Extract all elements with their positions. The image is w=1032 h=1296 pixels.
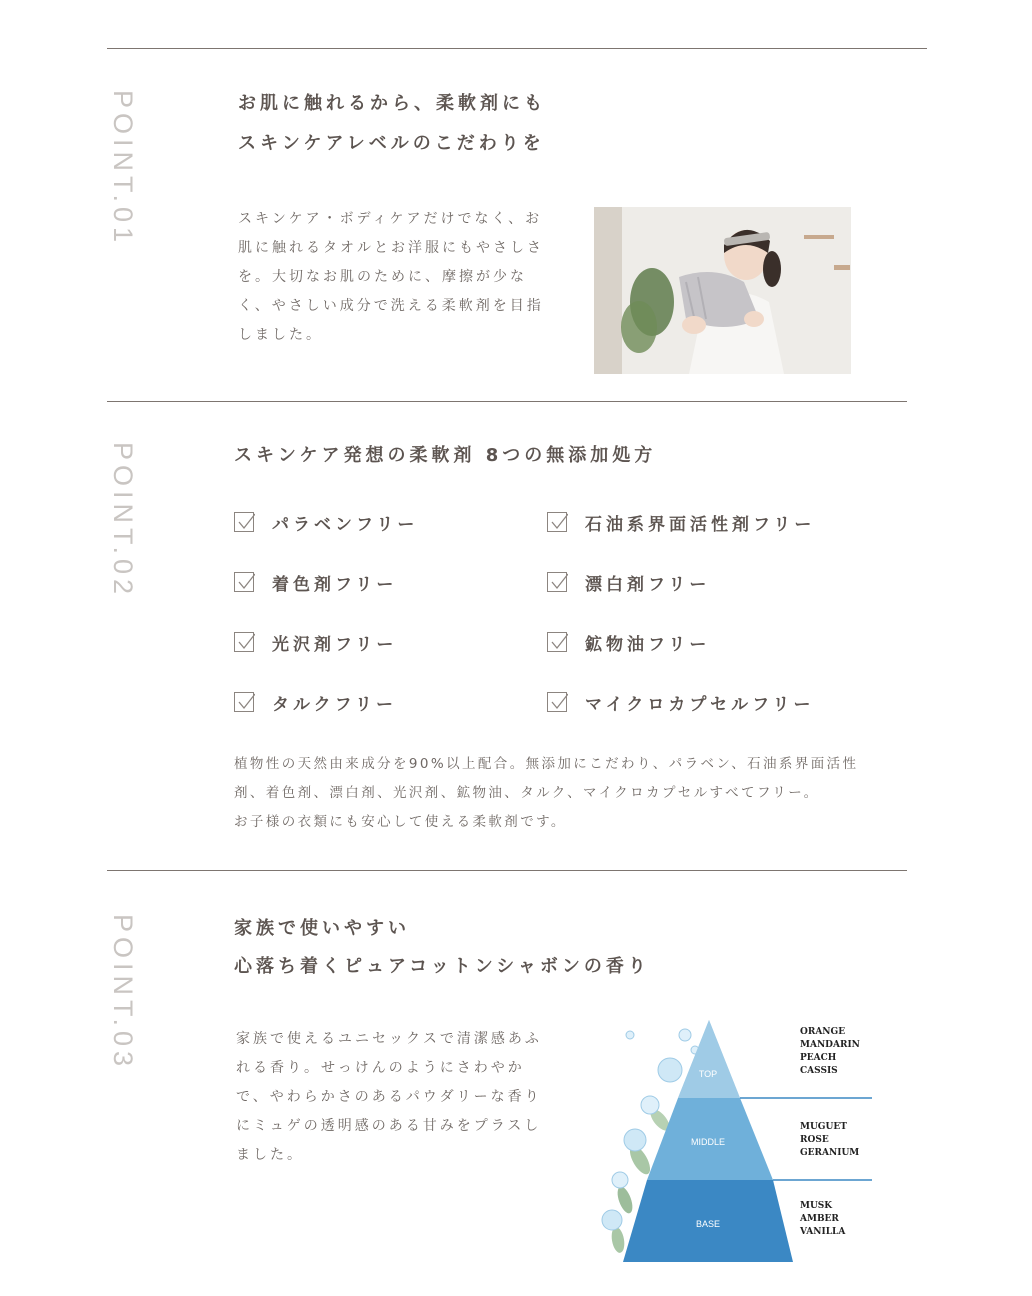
- point-02-body: 植物性の天然由来成分を90%以上配合。無添加にこだわり、パラベン、石油系界面活性 剤、着色剤、漂白剤、光沢剤、鉱物油、タルク、マイクロカプセルすべてフリー。 お子様の衣類にも安心して使える柔軟剤です。: [234, 756, 859, 830]
- divider-point3: [107, 870, 907, 871]
- checkbox-icon: [234, 632, 254, 652]
- check-item-petroleum-surfactant: 石油系界面活性剤フリー: [547, 510, 815, 534]
- check-item-talc: タルクフリー: [234, 690, 397, 714]
- point-01-body: スキンケア・ボディケアだけでなく、お 肌に触れるタオルとお洋服にもやさしさ を。大切なお肌のために、摩擦が少な く、やさしい成分で洗える柔軟剤を目指 しました。: [238, 211, 544, 343]
- point-01-heading-line2: スキンケアレベルのこだわりを: [238, 133, 545, 154]
- checkbox-icon: [547, 572, 567, 592]
- note-muguet: MUGUET: [800, 1122, 847, 1132]
- point-03-label: POINT.03: [108, 914, 138, 1072]
- check-item-brightener: 光沢剤フリー: [234, 630, 397, 654]
- note-peach: PEACH: [800, 1053, 837, 1063]
- fragrance-pyramid: [590, 1010, 890, 1266]
- note-rose: ROSE: [800, 1135, 829, 1145]
- towel-photo-illustration: [594, 207, 851, 374]
- pyramid-label-middle: MIDDLE: [690, 1137, 726, 1147]
- note-musk: MUSK: [800, 1201, 833, 1211]
- note-cassis: CASSIS: [800, 1066, 838, 1076]
- divider-point2: [107, 401, 907, 402]
- pyramid-label-top: TOP: [698, 1069, 718, 1079]
- point-01-heading: [238, 84, 546, 164]
- point-03-heading-line1: 家族で使いやすい: [234, 918, 410, 939]
- checkbox-icon: [547, 512, 567, 532]
- checkbox-icon: [547, 632, 567, 652]
- point-01-heading-line1: お肌に触れるから、柔軟剤にも: [238, 93, 546, 114]
- check-item-microcapsule: マイクロカプセルフリー: [547, 690, 814, 714]
- towel-photo: [594, 207, 851, 374]
- pyramid-label-base: BASE: [695, 1219, 721, 1229]
- point-02-heading: スキンケア発想の柔軟剤 8つの無添加処方: [234, 445, 657, 466]
- point-01-label: POINT.01: [108, 90, 138, 248]
- point-03-heading: [234, 910, 650, 986]
- check-item-mineral-oil: 鉱物油フリー: [547, 630, 710, 654]
- note-orange: ORANGE: [800, 1027, 846, 1037]
- point-03-heading-line2: 心落ち着くピュアコットンシャボンの香り: [234, 956, 650, 977]
- check-item-paraben: パラベンフリー: [234, 510, 418, 534]
- check-item-bleach: 漂白剤フリー: [547, 570, 710, 594]
- divider-top: [107, 48, 927, 49]
- note-vanilla: VANILLA: [800, 1227, 846, 1237]
- note-mandarin: MANDARIN: [800, 1040, 860, 1050]
- note-geranium: GERANIUM: [800, 1148, 860, 1158]
- checkbox-icon: [234, 512, 254, 532]
- checkbox-icon: [547, 692, 567, 712]
- note-amber: AMBER: [800, 1214, 839, 1224]
- checkbox-icon: [234, 572, 254, 592]
- checkbox-icon: [234, 692, 254, 712]
- point-03-body: 家族で使えるユニセックスで清潔感あふ れる香り。せっけんのようにさわやか で、やわらかさのあるパウダリーな香り にミュゲの透明感のある甘みをプラスし ました。: [236, 1031, 542, 1163]
- check-item-colorant: 着色剤フリー: [234, 570, 397, 594]
- point-02-label: POINT.02: [108, 442, 138, 600]
